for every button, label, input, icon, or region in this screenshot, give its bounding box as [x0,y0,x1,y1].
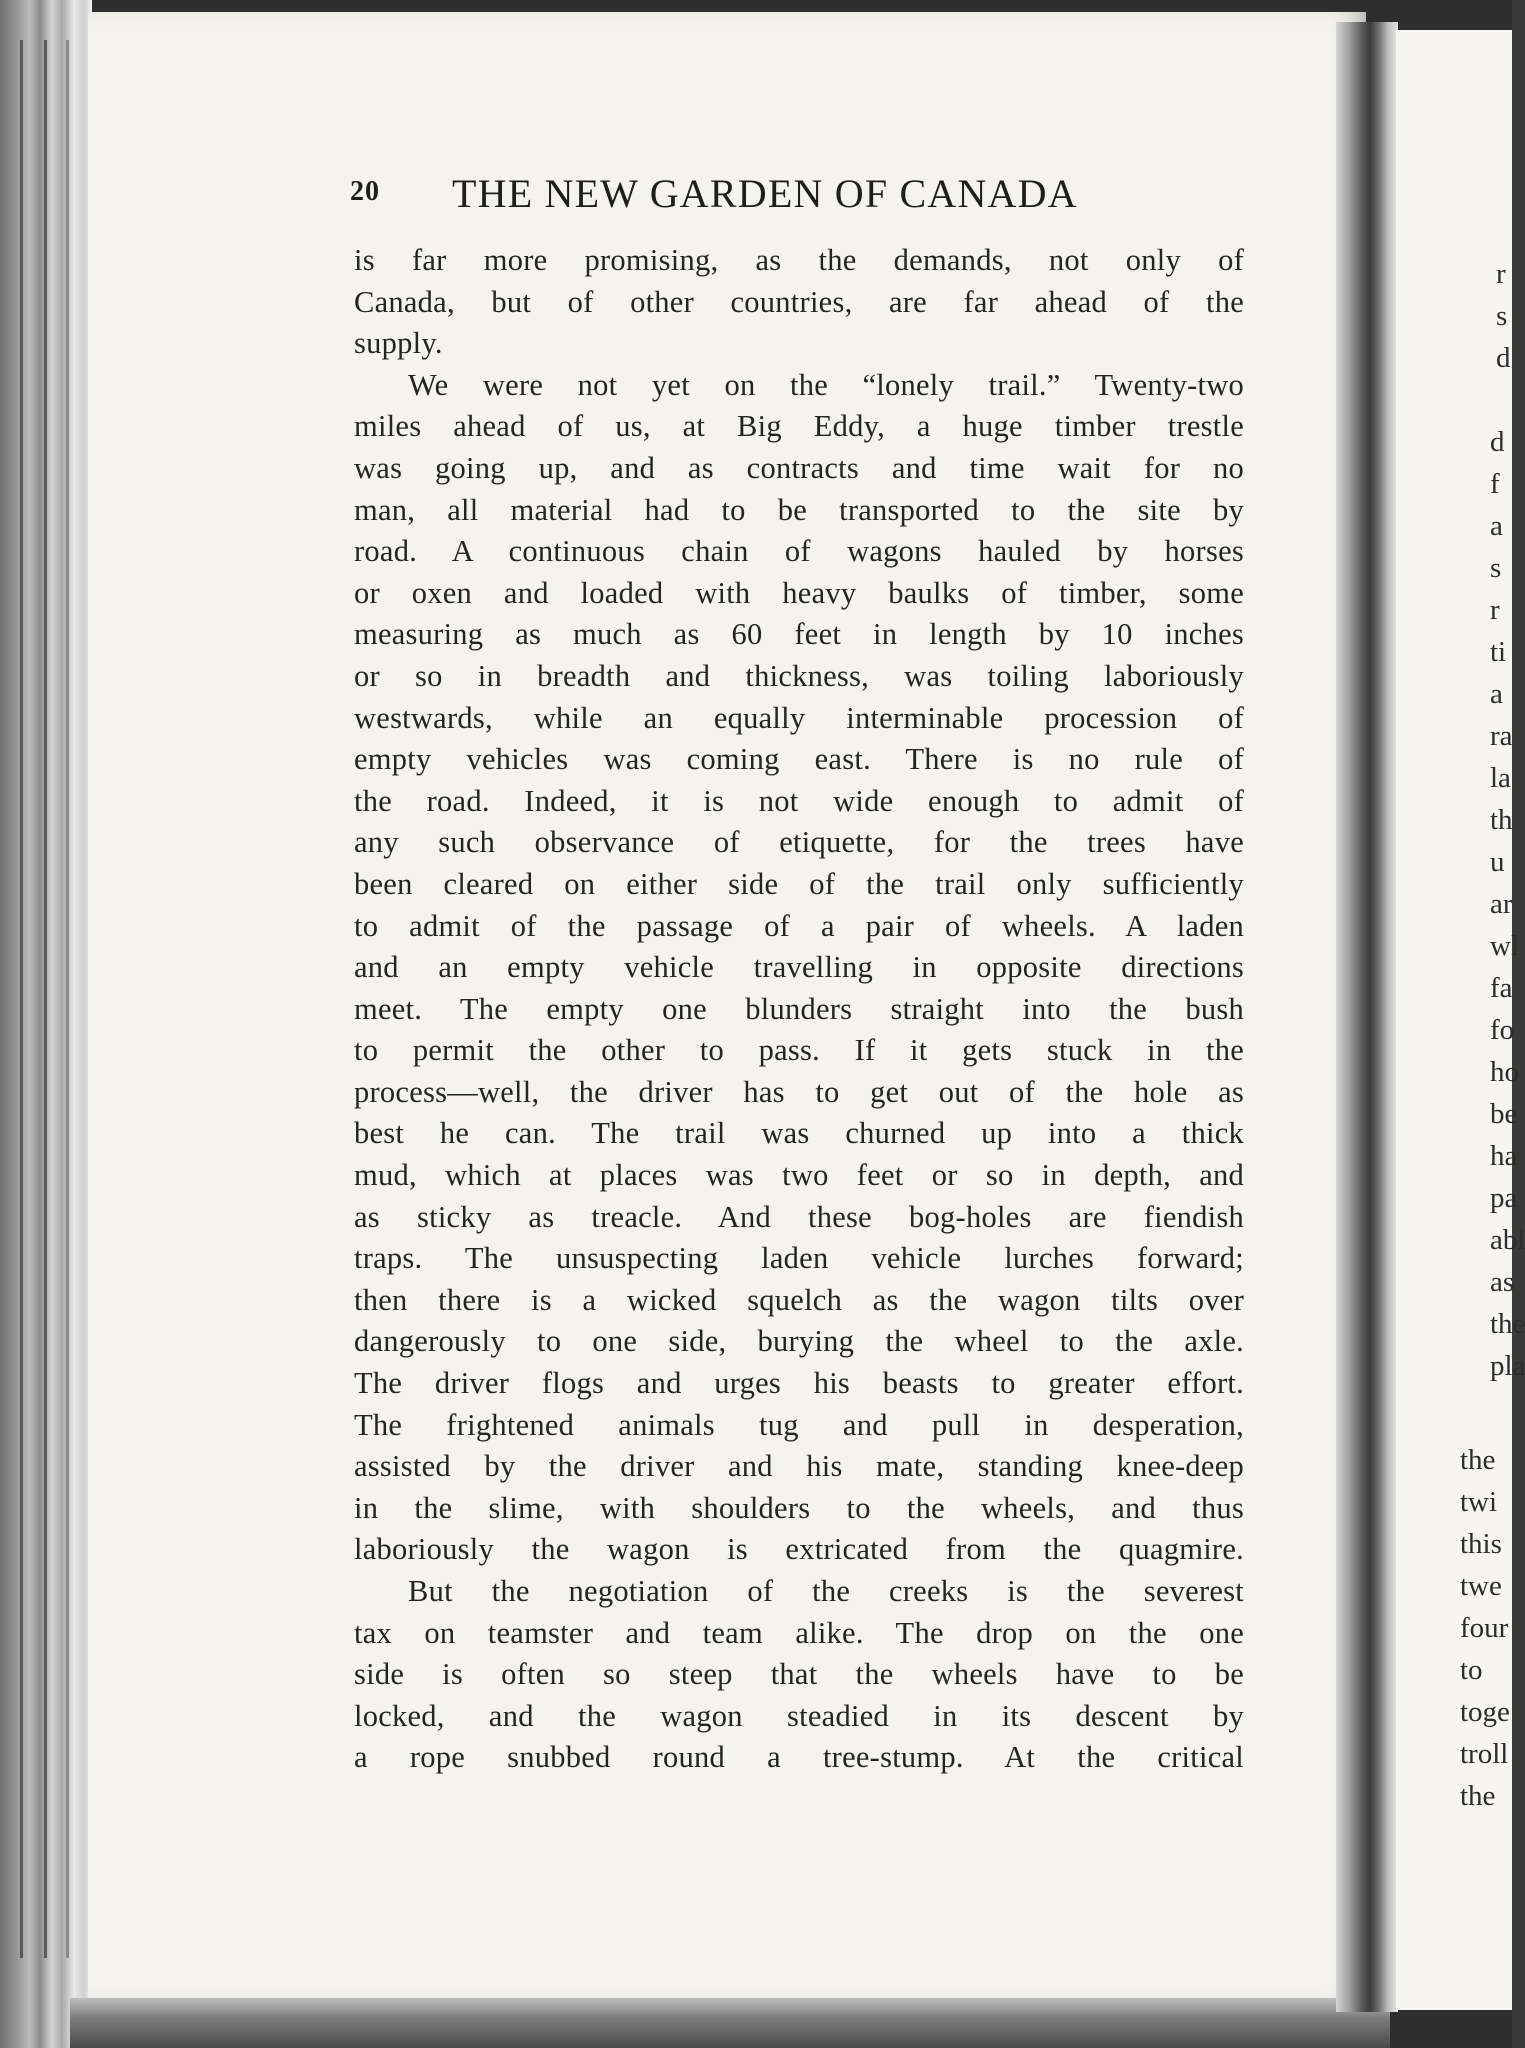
facing-page-fragment: s [1496,300,1508,332]
text-line: best he can. The trail was churned up into a thick [354,1116,1244,1151]
facing-page-fragment: four [1460,1612,1509,1644]
facing-page-fragment: fo [1490,1014,1515,1046]
facing-page-fragment: th [1490,804,1513,836]
facing-page-fragment: la [1490,762,1511,794]
facing-page-fragment: troll [1460,1738,1509,1770]
text-line: or so in breadth and thickness, was toiling laboriously [354,658,1244,693]
facing-page-fragment: a [1490,510,1503,542]
facing-page-fragment: twe [1460,1570,1502,1602]
text-line: the road. Indeed, it is not wide enough to admit of [354,783,1244,818]
facing-page-fragment: u [1490,846,1505,878]
text-line: man, all material had to be transported to the site by [354,492,1244,527]
text-line: laboriously the wagon is extricated from the quagmire. [354,1532,1244,1567]
facing-page-fragment: ti [1490,636,1507,668]
text-line: is far more promising, as the demands, not only of [354,243,1244,277]
facing-page-fragment: f [1490,468,1500,500]
text-line: We were not yet on the “lonely trail.” Twenty-two [408,367,1244,402]
text-line: measuring as much as 60 feet in length by 10 inches [354,617,1244,652]
facing-page-fragment: wl [1490,930,1519,962]
running-head-title: THE NEW GARDEN OF CANADA [452,171,1078,216]
text-line: assisted by the driver and his mate, standing knee-deep [354,1449,1244,1484]
text-line: and an empty vehicle travelling in opposite directions [354,950,1244,985]
text-line: to admit of the passage of a pair of wheels. A laden [354,908,1244,943]
facing-page-fragment: ra [1490,720,1513,752]
facing-page-fragment: r [1496,258,1506,290]
text-line: locked, and the wagon steadied in its descent by [354,1698,1244,1733]
facing-page-fragment: the [1460,1780,1496,1812]
text-line: Canada, but of other countries, are far ahead of the [354,284,1244,319]
facing-page-fragment: fa [1490,972,1513,1004]
page-edge-line [20,40,23,1958]
facing-page-fragment: twi [1460,1486,1498,1518]
text-line: miles ahead of us, at Big Eddy, a huge timber trestle [354,409,1244,444]
text-line: traps. The unsuspecting laden vehicle lurches forward; [354,1241,1244,1276]
facing-page-fragment: toge [1460,1696,1510,1728]
page-number: 20 [350,176,380,207]
book-left-edge [0,0,92,2048]
facing-page-fragment: be [1490,1098,1518,1130]
facing-page-fragment: d [1490,426,1505,458]
text-line: But the negotiation of the creeks is the severest [408,1574,1244,1608]
text-line: in the slime, with shoulders to the wheels, and thus [354,1490,1244,1525]
text-line: a rope snubbed round a tree-stump. At the critical [354,1740,1244,1775]
facing-page-fragment: s [1490,552,1502,584]
text-line: as sticky as treacle. And these bog-holes are fiendish [354,1199,1244,1234]
text-line: mud, which at places was two feet or so in depth, and [354,1158,1244,1193]
text-line: was going up, and as contracts and time wait for no [354,450,1244,485]
text-line: westwards, while an equally interminable procession of [354,700,1244,735]
text-line: empty vehicles was coming east. There is no rule of [354,742,1244,777]
text-line: tax on teamster and team alike. The drop on the one [354,1615,1244,1650]
facing-page-fragment: ar [1490,888,1513,920]
text-line: The frightened animals tug and pull in desperation, [354,1407,1244,1442]
facing-page-fragment: pla [1490,1350,1525,1382]
facing-page-fragment: ha [1490,1140,1518,1172]
facing-page-fragment: as [1490,1266,1515,1298]
text-line: process—well, the driver has to get out of the hole as [354,1074,1244,1109]
text-line: any such observance of etiquette, for the trees have [354,825,1244,860]
text-line: dangerously to one side, burying the wheel to the axle. [354,1324,1244,1359]
facing-page [1396,30,1525,2010]
text-line: been cleared on either side of the trail only sufficiently [354,866,1244,901]
text-line: road. A continuous chain of wagons hauled by horses [354,534,1244,569]
text-line: supply. [354,326,443,361]
text-line: then there is a wicked squelch as the wagon tilts over [354,1282,1244,1317]
facing-page-fragment: abl [1490,1224,1525,1256]
facing-page-fragment: to [1460,1654,1483,1686]
facing-page-fragment: this [1460,1528,1502,1560]
text-line: side is often so steep that the wheels have to be [354,1657,1244,1692]
body-text [354,240,1244,1779]
facing-page-fragment: r [1490,594,1500,626]
facing-page-fragment: pa [1490,1182,1518,1214]
text-line: The driver flogs and urges his beasts to greater effort. [354,1366,1244,1401]
text-line: or oxen and loaded with heavy baulks of timber, some [354,575,1244,610]
text-line: to permit the other to pass. If it gets stuck in the [354,1033,1244,1068]
facing-page-fragment: d [1496,342,1511,374]
page-header [350,170,1250,220]
facing-page-fragment: a [1490,678,1503,710]
facing-page-fragment: ho [1490,1056,1519,1088]
page-edge-line [44,40,47,1958]
page-edge-line [66,40,69,1958]
facing-page-fragment: the [1460,1444,1496,1476]
book-gutter [1336,22,1398,2012]
page-bottom-edge [70,1998,1390,2048]
text-line: meet. The empty one blunders straight into the bush [354,991,1244,1026]
facing-page-fragment: the [1490,1308,1525,1340]
